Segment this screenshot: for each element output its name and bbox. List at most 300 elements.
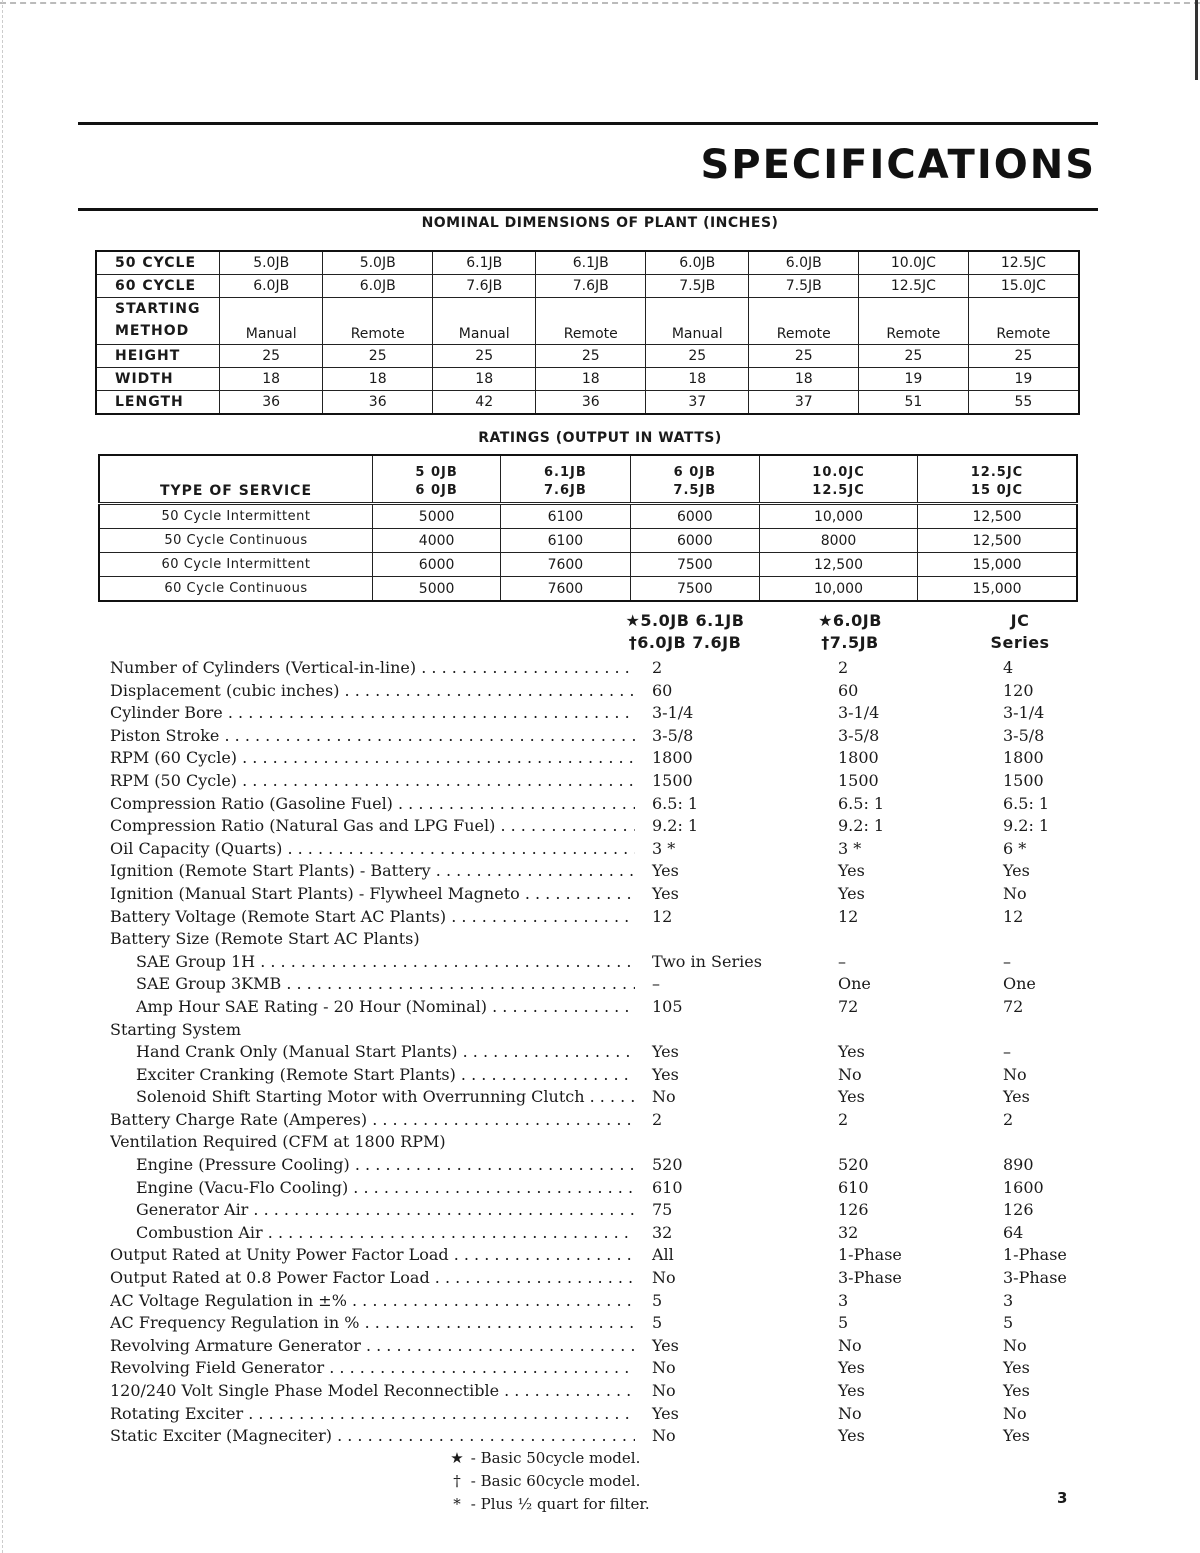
spec-value: 1800 — [652, 748, 693, 768]
table-cell: 25 — [323, 345, 433, 368]
spec-value: 1-Phase — [838, 1245, 902, 1265]
spec-value: 3-5/8 — [652, 725, 694, 745]
spec-label-text: Battery Voltage (Remote Start AC Plants) — [110, 906, 447, 926]
spec-value: 3-Phase — [1003, 1268, 1067, 1288]
spec-value: 3-1/4 — [1003, 703, 1045, 723]
spec-value: Yes — [1003, 1426, 1030, 1446]
spec-value: Yes — [838, 1358, 865, 1378]
table-cell: 18 — [220, 368, 323, 391]
spec-value: Yes — [652, 1335, 679, 1355]
spec-column-header-line: †6.0JB 7.6JB — [628, 633, 742, 652]
spec-label-text: Combustion Air — [136, 1222, 263, 1242]
table-cell: Manual — [646, 298, 749, 345]
dimensions-table — [95, 250, 1080, 415]
spec-value: 32 — [652, 1222, 673, 1242]
service-header: TYPE OF SERVICE — [99, 455, 373, 504]
spec-row — [110, 815, 1110, 838]
table-cell: 6000 — [630, 504, 759, 529]
spec-label — [110, 793, 635, 816]
table-cell: 55 — [968, 391, 1079, 415]
footnote-mark: † — [453, 1472, 461, 1490]
spec-value: 120 — [1003, 680, 1034, 700]
spec-value: 60 — [838, 680, 859, 700]
spec-label — [110, 1019, 635, 1042]
spec-value: 3-1/4 — [652, 703, 694, 723]
footnote-mark: * — [453, 1495, 461, 1513]
footnote — [448, 1447, 650, 1470]
table-cell: 8000 — [760, 529, 918, 553]
spec-value: 9.2: 1 — [1003, 816, 1050, 836]
table-cell: 10.0JC — [859, 251, 969, 275]
spec-value: 610 — [652, 1177, 683, 1197]
table-cell: 7600 — [501, 553, 630, 577]
spec-value: 72 — [838, 996, 859, 1016]
spec-value: – — [652, 974, 660, 994]
spec-label-text: Compression Ratio (Gasoline Fuel) — [110, 793, 393, 813]
spec-column-header — [790, 610, 910, 654]
spec-row — [110, 996, 1110, 1019]
spec-value: 32 — [838, 1222, 859, 1242]
table-cell: Remote — [859, 298, 969, 345]
spec-label-text: RPM (60 Cycle) — [110, 748, 238, 768]
spec-column-header — [600, 610, 770, 654]
spec-value: Yes — [838, 1087, 865, 1107]
spec-value: 3 * — [652, 838, 676, 858]
spec-value: – — [1003, 951, 1011, 971]
spec-value: 5 — [838, 1313, 849, 1333]
spec-value: No — [652, 1426, 676, 1446]
table-cell: 10,000 — [760, 577, 918, 602]
model-header-line: 6 0JB — [415, 483, 458, 498]
spec-value: 105 — [652, 996, 683, 1016]
spec-label — [110, 815, 635, 838]
spec-value: No — [1003, 883, 1027, 903]
table-cell: 6100 — [501, 504, 630, 529]
spec-row — [110, 1335, 1110, 1358]
spec-value: 3 * — [838, 838, 862, 858]
spec-value: Yes — [1003, 1381, 1030, 1400]
footnotes — [448, 1447, 650, 1516]
spec-value: 6 * — [1003, 838, 1027, 858]
spec-label-text: Rotating Exciter — [110, 1403, 244, 1423]
spec-value: No — [838, 1064, 862, 1084]
spec-row — [110, 1222, 1110, 1245]
model-header-line: 6.1JB — [544, 465, 587, 480]
spec-value: No — [652, 1358, 676, 1378]
spec-value: 2 — [652, 658, 663, 677]
model-header — [918, 455, 1078, 504]
table-row — [99, 529, 1077, 553]
spec-value: 890 — [1003, 1155, 1034, 1175]
spec-row — [110, 928, 1110, 951]
spec-value: Yes — [1003, 1087, 1030, 1107]
spec-value: 1500 — [1003, 770, 1044, 790]
spec-label-text: Cylinder Bore — [110, 703, 223, 723]
spec-value: No — [652, 1268, 676, 1288]
table-cell: 25 — [646, 345, 749, 368]
spec-label — [110, 657, 635, 680]
spec-label — [110, 770, 635, 793]
table-cell: 18 — [323, 368, 433, 391]
spec-label-text: 120/240 Volt Single Phase Model Reconnectible — [110, 1381, 500, 1400]
spec-label-text: SAE Group 1H — [136, 951, 256, 971]
spec-value: Two in Series — [652, 951, 762, 971]
table-cell: 6.0JB — [323, 275, 433, 298]
spec-value: Yes — [652, 1042, 679, 1062]
table-cell: Manual — [433, 298, 536, 345]
spec-row — [110, 1086, 1110, 1109]
top-rule — [78, 122, 1098, 125]
spec-label — [110, 1154, 635, 1177]
spec-label-text: AC Frequency Regulation in % — [110, 1313, 360, 1333]
spec-value: No — [1003, 1064, 1027, 1084]
spec-label — [110, 680, 635, 703]
ratings-caption: RATINGS (OUTPUT IN WATTS) — [478, 430, 722, 446]
row-label: 50 CYCLE — [96, 251, 220, 275]
spec-label — [110, 1222, 635, 1245]
spec-value: No — [838, 1335, 862, 1355]
spec-label — [110, 973, 635, 996]
title-rule — [78, 208, 1098, 211]
spec-label — [110, 1335, 635, 1358]
row-label: LENGTH — [96, 391, 220, 415]
spec-row — [110, 1131, 1110, 1154]
spec-label — [110, 883, 635, 906]
spec-label-text: RPM (50 Cycle) — [110, 770, 238, 790]
row-label — [96, 298, 220, 345]
row-label: 60 CYCLE — [96, 275, 220, 298]
spec-label-text: Starting System — [110, 1019, 242, 1039]
spec-row — [110, 906, 1110, 929]
table-cell: 25 — [220, 345, 323, 368]
table-cell: 36 — [323, 391, 433, 415]
spec-value: 2 — [1003, 1109, 1014, 1129]
footnote-text: - Basic 50cycle model. — [470, 1449, 641, 1467]
model-header-line: 15 0JC — [970, 483, 1024, 498]
spec-value: One — [1003, 974, 1036, 994]
spec-value: 3-Phase — [838, 1268, 902, 1288]
table-cell: 25 — [536, 345, 646, 368]
row-label: HEIGHT — [96, 345, 220, 368]
spec-label — [110, 1177, 635, 1200]
model-header — [760, 455, 918, 504]
spec-value: Yes — [838, 1381, 865, 1400]
spec-value: Yes — [838, 861, 865, 881]
ratings-table — [98, 454, 1078, 602]
spec-label — [110, 1109, 635, 1132]
spec-label — [110, 1425, 635, 1448]
spec-label-text: Battery Charge Rate (Amperes) — [110, 1109, 368, 1129]
table-cell: 6.1JB — [433, 251, 536, 275]
spec-label-text: Displacement (cubic inches) — [110, 680, 340, 700]
table-cell: 5000 — [373, 504, 501, 529]
spec-value: Yes — [652, 883, 679, 903]
spec-column-header-line: Series — [990, 633, 1050, 652]
spec-value: 5 — [1003, 1313, 1014, 1333]
spec-value: Yes — [652, 861, 679, 881]
spec-value: 1800 — [838, 748, 879, 768]
spec-value: 12 — [838, 906, 859, 926]
model-header-line: 12.5JC — [812, 483, 865, 498]
spec-row — [110, 951, 1110, 974]
spec-row — [110, 1290, 1110, 1313]
table-cell: 7500 — [630, 577, 759, 602]
spec-label — [110, 1380, 635, 1403]
spec-value: – — [1003, 1042, 1011, 1062]
table-cell: 36 — [536, 391, 646, 415]
table-row — [96, 298, 1079, 345]
spec-row — [110, 1154, 1110, 1177]
spec-value: 126 — [1003, 1200, 1034, 1220]
service-type: 50 Cycle Intermittent — [99, 504, 373, 529]
spec-label — [110, 951, 635, 974]
spec-label-text: Ignition (Remote Start Plants) - Battery — [110, 861, 431, 881]
model-header-line: 5 0JB — [415, 465, 458, 480]
spec-value: No — [1003, 1335, 1027, 1355]
table-cell: 5000 — [373, 577, 501, 602]
service-type: 60 Cycle Intermittent — [99, 553, 373, 577]
spec-row — [110, 1041, 1110, 1064]
spec-value: 2 — [838, 1109, 849, 1129]
spec-row — [110, 680, 1110, 703]
spec-row — [110, 1109, 1110, 1132]
spec-value: 60 — [652, 680, 673, 700]
row-label: WIDTH — [96, 368, 220, 391]
table-cell: 7.5JB — [749, 275, 859, 298]
spec-value: No — [652, 1381, 676, 1400]
table-header-row — [99, 455, 1077, 504]
table-cell: 18 — [536, 368, 646, 391]
spec-row — [110, 1380, 1110, 1403]
spec-label — [110, 702, 635, 725]
spec-value: 1-Phase — [1003, 1245, 1067, 1265]
spec-row — [110, 793, 1110, 816]
spec-row — [110, 770, 1110, 793]
model-header-line: 7.6JB — [544, 483, 587, 498]
table-cell: 7500 — [630, 553, 759, 577]
spec-label-text: Ventilation Required (CFM at 1800 RPM) — [110, 1132, 446, 1152]
table-cell: Remote — [536, 298, 646, 345]
spec-value: No — [652, 1087, 676, 1107]
spec-column-header-line: †7.5JB — [821, 633, 879, 652]
table-cell: 7.6JB — [433, 275, 536, 298]
table-cell: 6000 — [373, 553, 501, 577]
spec-row — [110, 702, 1110, 725]
spec-row — [110, 1064, 1110, 1087]
spec-value: Yes — [838, 1042, 865, 1062]
table-cell: 6100 — [501, 529, 630, 553]
spec-value: 64 — [1003, 1222, 1024, 1242]
row-label-line: STARTING — [115, 301, 201, 317]
spec-row — [110, 1312, 1110, 1335]
spec-value: 3 — [1003, 1290, 1014, 1310]
spec-label-text: AC Voltage Regulation in ±% — [110, 1290, 347, 1310]
spec-row — [110, 725, 1110, 748]
spec-value: 5 — [652, 1290, 663, 1310]
table-cell: 12,500 — [760, 553, 918, 577]
spec-value: 1500 — [652, 770, 693, 790]
spec-label — [110, 838, 635, 861]
service-type: 50 Cycle Continuous — [99, 529, 373, 553]
table-cell: 6.0JB — [646, 251, 749, 275]
spec-row — [110, 1425, 1110, 1448]
table-cell: 5.0JB — [323, 251, 433, 275]
spec-label-text: Generator Air — [136, 1200, 249, 1220]
spec-value: 6.5: 1 — [1003, 793, 1050, 813]
spec-label — [110, 1312, 635, 1335]
spec-row — [110, 1199, 1110, 1222]
spec-column-header-line: ★6.0JB — [818, 611, 882, 630]
spec-value: Yes — [652, 1403, 679, 1423]
spec-label-text: Hand Crank Only (Manual Start Plants) — [136, 1042, 458, 1062]
model-header-line: 7.5JB — [673, 483, 717, 498]
table-cell: 19 — [859, 368, 969, 391]
spec-value: Yes — [838, 1426, 865, 1446]
spec-column-header-line: ★5.0JB 6.1JB — [625, 611, 745, 630]
table-cell: 37 — [749, 391, 859, 415]
table-cell: 15,000 — [918, 577, 1078, 602]
table-cell: 6.0JB — [749, 251, 859, 275]
spec-label — [110, 928, 635, 951]
table-cell: 18 — [646, 368, 749, 391]
spec-label — [110, 1403, 635, 1426]
spec-value: 12 — [652, 906, 673, 926]
spec-label — [110, 906, 635, 929]
spec-label — [110, 1041, 635, 1064]
page-number: 3 — [1057, 1489, 1068, 1507]
spec-value: No — [1003, 1403, 1027, 1423]
page-title: SPECIFICATIONS — [700, 142, 1096, 188]
spec-label-text: SAE Group 3KMB — [136, 974, 282, 994]
table-cell: 6.1JB — [536, 251, 646, 275]
table-cell: 25 — [749, 345, 859, 368]
spec-value: 520 — [838, 1155, 869, 1175]
dimensions-caption: NOMINAL DIMENSIONS OF PLANT (INCHES) — [421, 215, 779, 231]
spec-value: Yes — [838, 883, 865, 903]
spec-value: 5 — [652, 1313, 663, 1333]
spec-row — [110, 747, 1110, 770]
table-row — [96, 368, 1079, 391]
table-cell: 4000 — [373, 529, 501, 553]
spec-label-text: Engine (Pressure Cooling) — [136, 1155, 350, 1175]
table-cell: 5.0JB — [220, 251, 323, 275]
spec-label — [110, 860, 635, 883]
service-type: 60 Cycle Continuous — [99, 577, 373, 602]
table-cell: 6.0JB — [220, 275, 323, 298]
model-header — [373, 455, 501, 504]
spec-label-text: Static Exciter (Magneciter) — [110, 1426, 332, 1446]
table-row — [96, 345, 1079, 368]
spec-value: 6.5: 1 — [652, 793, 699, 813]
spec-label-text: Compression Ratio (Natural Gas and LPG Fuel) — [110, 816, 496, 836]
spec-row — [110, 1403, 1110, 1426]
spec-row — [110, 1357, 1110, 1380]
footnote — [448, 1470, 650, 1493]
footnote-text: - Plus ½ quart for filter. — [470, 1495, 650, 1513]
table-row — [96, 391, 1079, 415]
spec-label — [110, 996, 635, 1019]
table-row — [96, 251, 1079, 275]
spec-label-text: Piston Stroke — [110, 725, 220, 745]
spec-label-text: Battery Size (Remote Start AC Plants) — [110, 929, 420, 949]
model-header — [501, 455, 630, 504]
spec-row — [110, 860, 1110, 883]
table-cell: 12,500 — [918, 504, 1078, 529]
spec-value: 3-5/8 — [838, 725, 880, 745]
spec-label-text: Number of Cylinders (Vertical-in-line) — [110, 658, 417, 677]
table-cell: 12.5JC — [859, 275, 969, 298]
row-label-line: METHOD — [115, 323, 190, 339]
spec-label — [110, 1290, 635, 1313]
spec-value: 4 — [1003, 658, 1014, 677]
spec-label-text: Ignition (Manual Start Plants) - Flywheel Magneto — [110, 883, 520, 903]
spec-label-text: Revolving Armature Generator — [110, 1335, 361, 1355]
footnote-text: - Basic 60cycle model. — [470, 1472, 641, 1490]
spec-column-header-line: JC — [1010, 611, 1030, 630]
spec-value: Yes — [1003, 1358, 1030, 1378]
spec-label-text: Exciter Cranking (Remote Start Plants) — [136, 1064, 456, 1084]
table-cell: 7600 — [501, 577, 630, 602]
table-cell: 15.0JC — [968, 275, 1079, 298]
table-cell: 36 — [220, 391, 323, 415]
spec-row — [110, 1019, 1110, 1042]
spec-value: 9.2: 1 — [838, 816, 885, 836]
spec-label — [110, 725, 635, 748]
spec-value: 2 — [652, 1109, 663, 1129]
model-header-line: 6 0JB — [673, 465, 716, 480]
table-cell: 7.6JB — [536, 275, 646, 298]
table-cell: 37 — [646, 391, 749, 415]
table-cell: 25 — [968, 345, 1079, 368]
spec-value: – — [838, 951, 846, 971]
footnote — [448, 1493, 650, 1516]
spec-label-text: Output Rated at Unity Power Factor Load — [110, 1245, 449, 1265]
spec-label-text: Output Rated at 0.8 Power Factor Load — [110, 1268, 430, 1288]
spec-value: All — [652, 1245, 674, 1265]
table-cell: 42 — [433, 391, 536, 415]
table-cell: 15,000 — [918, 553, 1078, 577]
spec-row — [110, 657, 1110, 680]
table-cell: Remote — [749, 298, 859, 345]
specifications-list — [110, 657, 1110, 1448]
spec-label — [110, 1086, 635, 1109]
spec-value: 3-5/8 — [1003, 725, 1045, 745]
spec-label-text: Amp Hour SAE Rating - 20 Hour (Nominal) — [136, 996, 488, 1016]
spec-value: No — [838, 1403, 862, 1423]
table-row — [99, 577, 1077, 602]
table-cell: 7.5JB — [646, 275, 749, 298]
spec-value: 6.5: 1 — [838, 793, 885, 813]
spec-value: 520 — [652, 1155, 683, 1175]
spec-column-header — [975, 610, 1065, 654]
table-cell: Remote — [968, 298, 1079, 345]
spec-value: 3 — [838, 1290, 849, 1310]
spec-value: 12 — [1003, 906, 1024, 926]
spec-row — [110, 1177, 1110, 1200]
spec-label — [110, 1357, 635, 1380]
spec-label — [110, 1199, 635, 1222]
spec-value: 610 — [838, 1177, 869, 1197]
spec-label-text: Engine (Vacu-Flo Cooling) — [136, 1177, 349, 1197]
spec-value: 1600 — [1003, 1177, 1044, 1197]
table-cell: 25 — [859, 345, 969, 368]
footnote-mark: ★ — [450, 1449, 464, 1467]
spec-value: 1500 — [838, 770, 879, 790]
spec-value: 9.2: 1 — [652, 816, 699, 836]
spec-value: 72 — [1003, 996, 1024, 1016]
spec-value: Yes — [652, 1064, 679, 1084]
spec-value: 2 — [838, 658, 849, 677]
